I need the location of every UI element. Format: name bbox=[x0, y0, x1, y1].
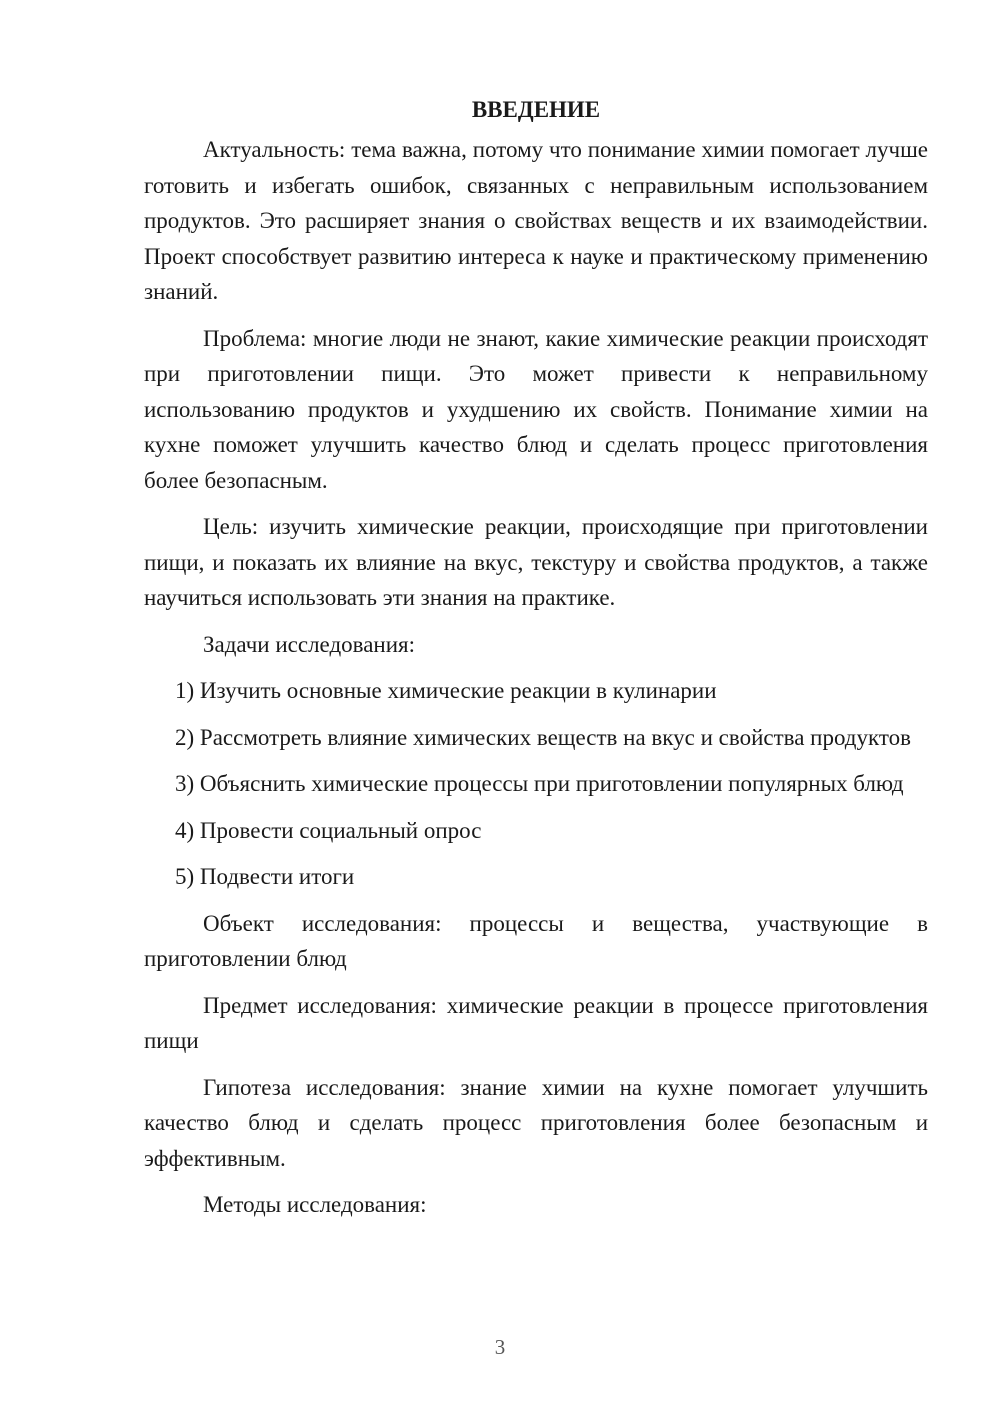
hypothesis-paragraph: Гипотеза исследования: знание химии на кухне помогает улучшить качество блюд и сделать процесс приготовления более безопасным и эффективным. bbox=[144, 1074, 928, 1171]
task-item-3: 3) Объяснить химические процессы при приготовлении популярных блюд bbox=[175, 771, 904, 796]
document-page bbox=[144, 92, 928, 1234]
task-item-2: 2) Рассмотреть влияние химических веществ на вкус и свойства продуктов bbox=[175, 724, 911, 750]
task-item-5: 5) Подвести итоги bbox=[175, 864, 355, 889]
problem-paragraph: Проблема: многие люди не знают, какие химические реакции происходят при приготовлении пищи. Это может привести к неправильному использованию продуктов и ухудшению их свойств. Понимание химии на кухне поможет улучшить качество блюд и сделать процесс приготовления более безопасным. bbox=[144, 325, 928, 493]
page-number: 3 bbox=[494, 1335, 506, 1359]
task-item-4: 4) Провести социальный опрос bbox=[175, 817, 482, 843]
subject-paragraph: Предмет исследования: химические реакции в процессе приготовления пищи bbox=[144, 992, 928, 1053]
task-item-1: 1) Изучить основные химические реакции в кулинарии bbox=[175, 678, 717, 703]
tasks-heading: Задачи исследования: bbox=[203, 631, 416, 657]
page-title: ВВЕДЕНИЕ bbox=[471, 97, 601, 122]
relevance-paragraph: Актуальность: тема важна, потому что понимание химии помогает лучше готовить и избегать ошибок, связанных с неправильным использованием продуктов. Это расширяет знания о свойствах веществ и их взаимодействии. Проект способствует развитию интереса к науке и практическому применению знаний. bbox=[144, 137, 928, 304]
methods-heading: Методы исследования: bbox=[203, 1192, 427, 1217]
object-paragraph: Объект исследования: процессы и вещества, участвующие в приготовлении блюд bbox=[144, 910, 928, 971]
goal-paragraph: Цель: изучить химические реакции, происходящие при приготовлении пищи, и показать их влияние на вкус, текстуру и свойства продуктов, а также научиться использовать эти знания на практике. bbox=[144, 514, 928, 610]
